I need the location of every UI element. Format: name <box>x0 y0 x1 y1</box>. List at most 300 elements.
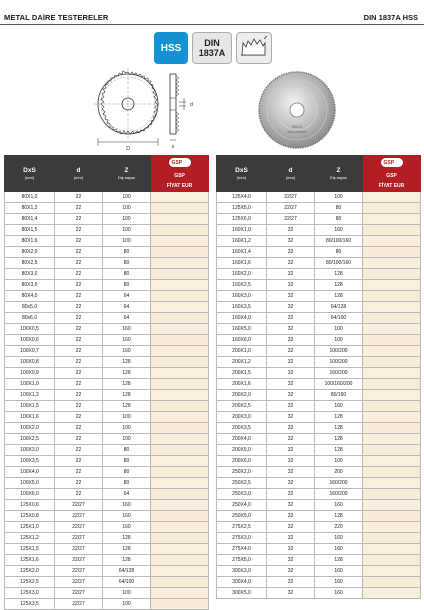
cell-price <box>151 192 209 203</box>
cell-dxs: 100X1,5 <box>5 401 55 412</box>
cell-price <box>151 335 209 346</box>
table-row <box>217 335 421 346</box>
col-header-d <box>55 156 103 192</box>
cell-price <box>151 368 209 379</box>
table-row <box>217 456 421 467</box>
cell-z: 128 <box>315 511 363 522</box>
cell-dxs: 125X1,2 <box>5 533 55 544</box>
table-row <box>5 577 209 588</box>
table-row <box>5 566 209 577</box>
col-header-z <box>103 156 151 192</box>
table-row <box>217 445 421 456</box>
cell-z: 160 <box>103 511 151 522</box>
cell-price <box>363 225 421 236</box>
cell-dxs: 160X5,0 <box>217 324 267 335</box>
cell-d: 22/27 <box>267 192 315 203</box>
photo-standard-text: HSS DIN1837 <box>287 130 307 134</box>
cell-d: 22 <box>55 401 103 412</box>
cell-d: 32 <box>267 324 315 335</box>
table-row <box>5 588 209 599</box>
table-row <box>5 511 209 522</box>
cell-price <box>363 456 421 467</box>
table-row <box>5 401 209 412</box>
cell-dxs: 125X3,0 <box>5 588 55 599</box>
cell-d: 22/27 <box>55 577 103 588</box>
standard-title: DIN 1837A HSS <box>363 13 418 22</box>
cell-d: 22 <box>55 357 103 368</box>
cell-d: 22/27 <box>55 511 103 522</box>
cell-price <box>151 500 209 511</box>
cell-d: 22 <box>55 258 103 269</box>
table-row <box>217 511 421 522</box>
table-row <box>217 577 421 588</box>
cell-price <box>151 577 209 588</box>
cell-z: 128 <box>315 445 363 456</box>
cell-price <box>363 357 421 368</box>
cell-z: 80 <box>315 247 363 258</box>
table-row <box>217 434 421 445</box>
table-row <box>5 368 209 379</box>
cell-price <box>151 533 209 544</box>
cell-d: 32 <box>267 258 315 269</box>
cell-price <box>151 203 209 214</box>
cell-dxs: 125X1,5 <box>5 544 55 555</box>
cell-price <box>363 346 421 357</box>
gsp-logo-text: GSP <box>383 160 395 166</box>
cell-dxs: 100X0,9 <box>5 368 55 379</box>
table-row <box>217 412 421 423</box>
col-header-dxs <box>5 156 55 192</box>
cell-dxs: 275X5,0 <box>217 555 267 566</box>
cell-price <box>151 214 209 225</box>
cell-z: 64/128 <box>315 302 363 313</box>
table-row <box>217 247 421 258</box>
cell-d: 22 <box>55 346 103 357</box>
cell-dxs: 80X1,5 <box>5 225 55 236</box>
cell-z: 64 <box>103 489 151 500</box>
gsp-logo-icon <box>169 158 191 167</box>
cell-z: 128 <box>315 280 363 291</box>
cell-dxs: 300X4,0 <box>217 577 267 588</box>
cell-price <box>151 247 209 258</box>
cell-d: 22/27 <box>55 522 103 533</box>
cell-dxs: 100X2,5 <box>5 434 55 445</box>
cell-z: 64 <box>103 313 151 324</box>
cell-price <box>151 599 209 610</box>
cell-dxs: 100X1,0 <box>5 379 55 390</box>
table-row <box>5 456 209 467</box>
page-header <box>0 0 424 34</box>
cell-d: 32 <box>267 533 315 544</box>
cell-price <box>363 478 421 489</box>
table-row <box>217 269 421 280</box>
cell-price <box>151 456 209 467</box>
cell-z: 128 <box>103 401 151 412</box>
cell-price <box>363 533 421 544</box>
cell-dxs: 125X4,0 <box>217 192 267 203</box>
cell-z: 128 <box>315 291 363 302</box>
col-header-z-label: Z <box>124 167 129 174</box>
cell-price <box>363 192 421 203</box>
cell-price <box>363 214 421 225</box>
cell-z: 80 <box>103 269 151 280</box>
cell-dxs: 200X2,0 <box>217 390 267 401</box>
col-header-d-unit: (mm) <box>285 175 296 180</box>
hss-badge: HSS <box>154 32 188 64</box>
cell-z: 100 <box>315 335 363 346</box>
cell-d: 32 <box>267 456 315 467</box>
brand-logo-cell <box>363 156 421 172</box>
cell-d: 32 <box>267 544 315 555</box>
cell-dxs: 125X1,0 <box>5 522 55 533</box>
col-header-z-sub: Diş sayısı <box>117 175 136 180</box>
cell-d: 22 <box>55 247 103 258</box>
cell-d: 32 <box>267 522 315 533</box>
cell-z: 128 <box>315 412 363 423</box>
cell-dxs: 80X2,0 <box>5 247 55 258</box>
cell-z: 100 <box>315 456 363 467</box>
cell-dxs: 100X1,2 <box>5 390 55 401</box>
col-header-price: FİYAT EUR <box>151 182 209 192</box>
cell-dxs: 250X5,0 <box>217 511 267 522</box>
cell-dxs: 200X1,5 <box>217 368 267 379</box>
cell-d: 22 <box>55 269 103 280</box>
cell-z: 128 <box>315 555 363 566</box>
cell-d: 22/27 <box>55 599 103 610</box>
table-row <box>5 357 209 368</box>
col-header-d-unit: (mm) <box>73 175 84 180</box>
table-row <box>217 478 421 489</box>
table-row <box>5 236 209 247</box>
cell-z: 100/160/200 <box>315 379 363 390</box>
cell-d: 22 <box>55 456 103 467</box>
cell-d: 22/27 <box>55 555 103 566</box>
cell-d: 32 <box>267 489 315 500</box>
cell-d: 22/27 <box>55 500 103 511</box>
cell-z: 100 <box>103 214 151 225</box>
cell-z: 160/200 <box>315 489 363 500</box>
photo-size-text: 80X1,0 <box>291 125 303 129</box>
cell-dxs: 300X3,0 <box>217 566 267 577</box>
cell-price <box>151 445 209 456</box>
col-header-d-label: d <box>76 167 81 174</box>
col-header-d-label: d <box>288 167 293 174</box>
table-row <box>217 555 421 566</box>
cell-price <box>151 225 209 236</box>
cell-price <box>363 544 421 555</box>
cell-z: 64 <box>103 302 151 313</box>
cell-z: 160 <box>315 500 363 511</box>
cell-z: 100 <box>103 192 151 203</box>
cell-dxs: 100X0,8 <box>5 357 55 368</box>
cell-z: 100/200 <box>315 357 363 368</box>
cell-price <box>151 412 209 423</box>
cell-price <box>151 357 209 368</box>
cell-price <box>363 401 421 412</box>
cell-d: 32 <box>267 588 315 599</box>
table-row <box>217 203 421 214</box>
cell-d: 22 <box>55 192 103 203</box>
cell-price <box>151 423 209 434</box>
cell-z: 160 <box>315 566 363 577</box>
table-row <box>5 269 209 280</box>
cell-z: 160 <box>315 533 363 544</box>
cell-price <box>363 324 421 335</box>
table-row <box>217 225 421 236</box>
cell-d: 32 <box>267 423 315 434</box>
cell-z: 160/200 <box>315 368 363 379</box>
cell-d: 32 <box>267 478 315 489</box>
cell-z: 80 <box>103 445 151 456</box>
cell-dxs: 100X4,0 <box>5 467 55 478</box>
cell-price <box>151 467 209 478</box>
cell-dxs: 200X1,6 <box>217 379 267 390</box>
cell-d: 22 <box>55 368 103 379</box>
col-header-z-sub: Diş sayısı <box>329 175 348 180</box>
cell-price <box>151 236 209 247</box>
table-row <box>5 390 209 401</box>
cell-price <box>151 390 209 401</box>
table-row <box>5 522 209 533</box>
cell-dxs: 160X3,0 <box>217 291 267 302</box>
cell-price <box>151 401 209 412</box>
cell-dxs: 160X1,2 <box>217 236 267 247</box>
cell-dxs: 275X3,0 <box>217 533 267 544</box>
cell-z: 220 <box>315 522 363 533</box>
cell-d: 32 <box>267 313 315 324</box>
cell-dxs: 80X1,0 <box>5 192 55 203</box>
table-row <box>217 544 421 555</box>
cell-d: 22 <box>55 291 103 302</box>
brand-logo-cell <box>151 156 209 172</box>
cell-d: 32 <box>267 412 315 423</box>
cell-price <box>363 269 421 280</box>
table-row <box>217 423 421 434</box>
cell-dxs: 200X3,0 <box>217 412 267 423</box>
table-row <box>217 489 421 500</box>
cell-price <box>363 258 421 269</box>
cell-price <box>363 302 421 313</box>
cell-d: 22/27 <box>55 588 103 599</box>
cell-price <box>363 467 421 478</box>
cell-dxs: 125X6,0 <box>217 214 267 225</box>
cell-price <box>151 258 209 269</box>
table-row <box>5 291 209 302</box>
cell-dxs: 100X6,0 <box>5 489 55 500</box>
cell-z: 64/100 <box>103 577 151 588</box>
table-row <box>5 225 209 236</box>
cell-d: 32 <box>267 247 315 258</box>
table-row <box>217 214 421 225</box>
table-row <box>5 302 209 313</box>
cell-price <box>151 544 209 555</box>
table-row <box>5 192 209 203</box>
cell-d: 22/27 <box>55 566 103 577</box>
cell-d: 32 <box>267 500 315 511</box>
cell-d: 32 <box>267 225 315 236</box>
table-row <box>217 368 421 379</box>
cell-price <box>151 280 209 291</box>
cell-d: 22 <box>55 313 103 324</box>
cell-d: 32 <box>267 335 315 346</box>
cell-d: 22 <box>55 412 103 423</box>
col-header-dxs-label: DxS <box>235 167 248 174</box>
cell-d: 22 <box>55 434 103 445</box>
table-row <box>5 445 209 456</box>
cell-z: 128 <box>103 555 151 566</box>
cell-dxs: 250X2,0 <box>217 467 267 478</box>
cell-d: 32 <box>267 302 315 313</box>
cell-dxs: 80X2,5 <box>5 258 55 269</box>
cell-z: 100 <box>103 203 151 214</box>
cell-d: 22 <box>55 478 103 489</box>
cell-z: 160 <box>103 324 151 335</box>
table-row <box>5 423 209 434</box>
cell-z: 100 <box>103 434 151 445</box>
cell-z: 160 <box>103 500 151 511</box>
cell-dxs: 200X3,5 <box>217 423 267 434</box>
cell-z: 100 <box>103 588 151 599</box>
table-row <box>217 522 421 533</box>
cell-d: 32 <box>267 236 315 247</box>
table-row <box>5 324 209 335</box>
cell-price <box>363 368 421 379</box>
cell-price <box>363 390 421 401</box>
col-header-dxs <box>217 156 267 192</box>
cell-dxs: 125X5,0 <box>217 203 267 214</box>
cell-dxs: 80X4,0 <box>5 291 55 302</box>
cell-d: 32 <box>267 467 315 478</box>
col-header-dxs-unit: (mm) <box>236 175 247 180</box>
cell-z: 160 <box>315 588 363 599</box>
table-row <box>5 489 209 500</box>
cell-dxs: 80X3,5 <box>5 280 55 291</box>
table-row <box>5 533 209 544</box>
cell-d: 32 <box>267 401 315 412</box>
cell-dxs: 125X2,5 <box>5 577 55 588</box>
cell-d: 22 <box>55 280 103 291</box>
technical-drawing <box>86 68 198 152</box>
cell-z: 80 <box>315 214 363 225</box>
cell-d: 22 <box>55 467 103 478</box>
cell-price <box>151 346 209 357</box>
cell-z: 100 <box>103 236 151 247</box>
table-row <box>5 555 209 566</box>
cell-z: 80 <box>103 467 151 478</box>
cell-z: 128 <box>103 390 151 401</box>
header-rule <box>0 24 424 25</box>
cell-z: 160 <box>103 346 151 357</box>
din-badge-line1: DIN <box>204 38 220 48</box>
cell-d: 22 <box>55 445 103 456</box>
table-row <box>5 247 209 258</box>
cell-d: 32 <box>267 291 315 302</box>
cell-price <box>363 588 421 599</box>
table-row <box>217 566 421 577</box>
cell-price <box>151 555 209 566</box>
cell-price <box>363 489 421 500</box>
cell-d: 22 <box>55 203 103 214</box>
cell-z: 100 <box>103 225 151 236</box>
cell-z: 128 <box>315 423 363 434</box>
cell-price <box>363 577 421 588</box>
cell-z: 160 <box>315 225 363 236</box>
cell-dxs: 160X1,6 <box>217 258 267 269</box>
cell-price <box>363 280 421 291</box>
table-row <box>217 390 421 401</box>
cell-price <box>363 445 421 456</box>
dimension-label-D: D <box>126 146 130 152</box>
saw-blade-icon <box>236 32 272 64</box>
cell-dxs: 80X1,6 <box>5 236 55 247</box>
table-row <box>217 236 421 247</box>
saw-blade-photo <box>248 70 346 150</box>
cell-dxs: 80X1,2 <box>5 203 55 214</box>
table-row <box>217 379 421 390</box>
table-row <box>5 434 209 445</box>
cell-z: 80/100/160 <box>315 258 363 269</box>
cell-z: 128 <box>315 269 363 280</box>
cell-dxs: 200X5,0 <box>217 445 267 456</box>
table-row <box>217 401 421 412</box>
table-row <box>5 467 209 478</box>
cell-d: 22/27 <box>55 533 103 544</box>
cell-d: 32 <box>267 379 315 390</box>
cell-z: 200 <box>315 467 363 478</box>
table-row <box>217 192 421 203</box>
table-row <box>5 500 209 511</box>
cell-dxs: 125X0,6 <box>5 500 55 511</box>
cell-price <box>363 522 421 533</box>
cell-z: 100 <box>103 412 151 423</box>
cell-dxs: 200X1,0 <box>217 346 267 357</box>
dimension-label-s: s <box>171 144 175 150</box>
cell-dxs: 100X3,5 <box>5 456 55 467</box>
cell-dxs: 100X1,6 <box>5 412 55 423</box>
cell-d: 32 <box>267 269 315 280</box>
cell-price <box>151 291 209 302</box>
cell-dxs: 200X6,0 <box>217 456 267 467</box>
cell-d: 22/27 <box>55 544 103 555</box>
dimension-label-d: d <box>190 102 193 108</box>
cell-price <box>151 489 209 500</box>
cell-z: 80 <box>103 456 151 467</box>
cell-d: 22 <box>55 302 103 313</box>
gsp-logo-icon <box>381 158 403 167</box>
col-header-z <box>315 156 363 192</box>
cell-d: 22 <box>55 379 103 390</box>
cell-d: 32 <box>267 280 315 291</box>
cell-d: 32 <box>267 434 315 445</box>
blade-side-view <box>94 68 162 140</box>
table-row <box>217 258 421 269</box>
cell-d: 22 <box>55 225 103 236</box>
cell-z: 160/200 <box>315 478 363 489</box>
cell-z: 80 <box>103 280 151 291</box>
page-title: METAL DAİRE TESTERELER <box>4 13 109 22</box>
cell-dxs: 160X6,0 <box>217 335 267 346</box>
cell-z: 128 <box>315 434 363 445</box>
cell-dxs: 100X2,0 <box>5 423 55 434</box>
cell-price <box>363 412 421 423</box>
cell-d: 22/27 <box>267 214 315 225</box>
cell-price <box>151 269 209 280</box>
cell-z: 160 <box>315 401 363 412</box>
cell-d: 22 <box>55 335 103 346</box>
cell-dxs: 80X3,0 <box>5 269 55 280</box>
cell-price <box>151 313 209 324</box>
table-row <box>5 412 209 423</box>
